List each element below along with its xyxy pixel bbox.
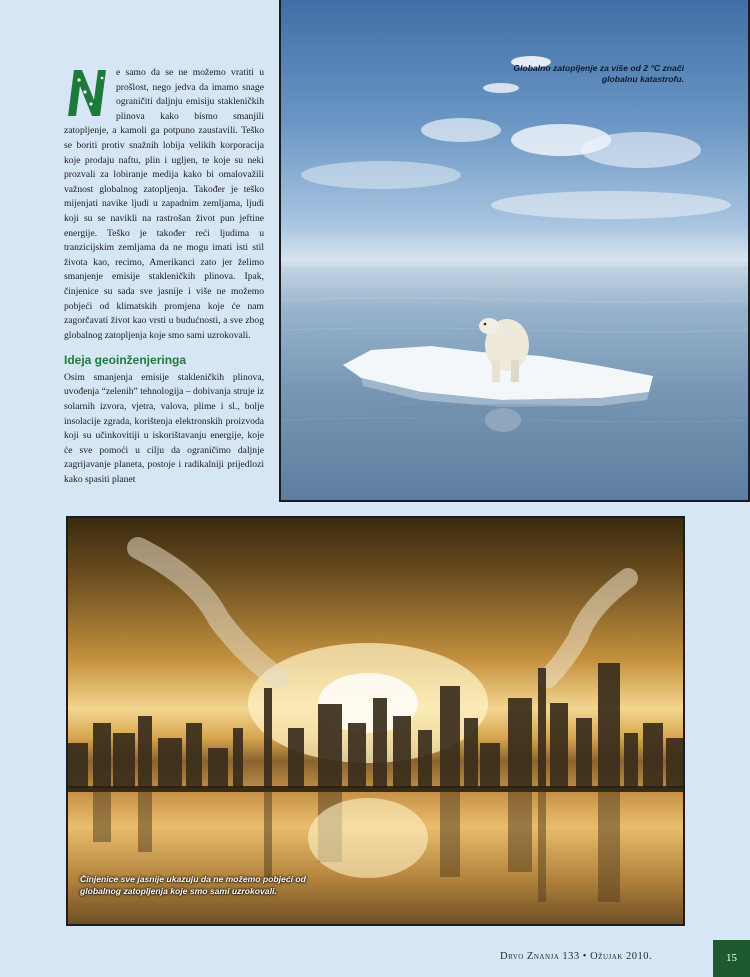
section-heading: Ideja geoinženjeringa [64, 353, 187, 368]
article-column [64, 66, 264, 488]
dropcap-n-icon [64, 66, 110, 120]
footer-publication: Drvo Znanja 133 • Ožujak 2010. [500, 951, 653, 962]
caption-bottom: Činjenice sve jasnije ukazuju da ne možemo pobjeći od globalnog zatopljenja koje smo sami uzrokovali. [80, 874, 306, 896]
intro-paragraph: e samo da se ne možemo vratiti u prošlost, nego jedva da imamo snage ograničiti daljnju emisiju stakleničkih plinova kako bismo smanjili zatopljenje, a kamoli ga potpuno zaustavili. Teško se boriti protiv snažnih lobija velikih korporacija koje prodaju naftu, plin i ugljen, te koje su neki prozvali za lobiranje medija kako bi omalovažili važnost globalnog zatopljenja. Također je teško mijenjati navike ljudi u zapadnim zemljama, ljudi koji su se navikli na rastrošan život pun jeftine energije. Teško je također reći ljudima u tranzicijskim zemljama da ne mogu imati isti stil života kao, recimo, Amerikanci zato jer želimo smanjenje emisije stakleničkih plinova. Ipak, činjenice su sada sve jasnije i više ne možemo pobjeći od klimatskih promjena koje će nam zagorčavati život kao vrsti u budućnosti, a sve zbog globalnog zatopljenja koje smo sami uzrokovali. [64, 67, 264, 341]
page-number: 15 [713, 940, 750, 977]
caption-top: Globalno zatopljenje za više od 2 °C znači globalnu katastrofu. [513, 63, 684, 84]
section-paragraph: Osim smanjenja emisije stakleničkih plinova, uvođenja “zelenih” tehnologija – dobivanja struje iz solarnih izvora, vjetra, valova, plime i sl., bolje insolacije zgrada, korištenja elektronskih proizvoda koji su učinkovitiji u iskorištavanju energije, koje će sve pomoći u cilju da ograničimo daljnje zagrijavanje planeta, postoje i radikalniji prijedlozi kako spasiti planet [64, 371, 264, 486]
city-smog-photo [66, 516, 685, 926]
polar-bear-photo [279, 0, 750, 502]
